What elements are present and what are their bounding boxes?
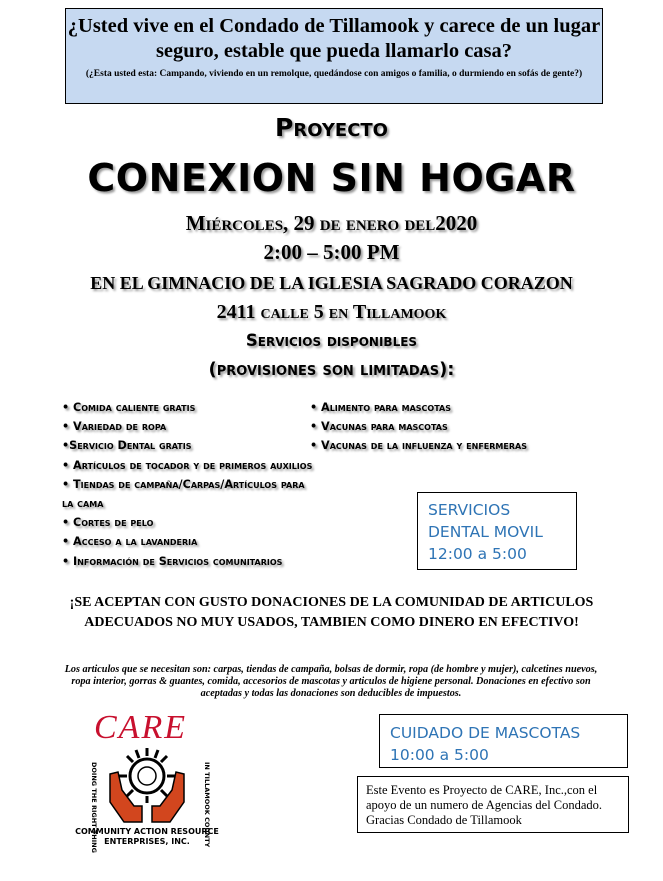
title-main: CONEXION SIN HOGAR: [87, 156, 576, 200]
service-item: • Artículos de tocador y de primeros auxilios: [62, 459, 313, 472]
service-item: • Comida caliente gratis: [62, 401, 196, 414]
pet-care-box: [379, 714, 628, 768]
services-heading: Servicios disponibles: [245, 331, 418, 350]
event-address: 2411 calle 5 en Tillamook: [216, 301, 447, 323]
banner-question: ¿Usted vive en el Condado de Tillamook y carece de un lugar seguro, estable que pueda llamarlo casa?: [67, 15, 601, 62]
service-item: • Tiendas de campaña/Carpas/Artículos para: [62, 478, 305, 491]
services-note: (provisiones son limitadas):: [208, 359, 455, 380]
logo-left-text: DOING THE RIGHT THING: [90, 762, 98, 853]
service-item: •Servicio Dental gratis: [62, 439, 192, 452]
event-place: EN EL GIMNACIO DE LA IGLESIA SAGRADO CORAZON: [90, 273, 573, 293]
title-small: Proyecto: [275, 113, 388, 142]
sun-icon: [119, 748, 175, 803]
dental-line-2: DENTAL MOVIL: [428, 523, 543, 541]
dental-service-box: [417, 492, 577, 570]
question-banner: [65, 8, 603, 104]
event-date: Miércoles, 29 de enero del2020: [185, 211, 478, 235]
service-item: • Alimento para mascotas: [310, 401, 451, 414]
care-logo-graphic: [72, 710, 222, 858]
service-item: • Cortes de pelo: [62, 516, 154, 529]
logo-bottom-line-2: ENTERPRISES, INC.: [104, 837, 190, 846]
sponsor-note: Este Evento es Proyecto de CARE, Inc.,con el apoyo de un numero de Agencias del Condado. Gracias Condado de Tillamook: [357, 776, 629, 833]
service-item-continued: la cama: [62, 497, 104, 510]
donations-headline: ¡SE ACEPTAN CON GUSTO DONACIONES DE LA COMUNIDAD DE ARTICULOS ADECUADOS NO MUY USADOS, TAMBIEN COMO DINERO EN EFECTIVO!: [69, 595, 594, 630]
dental-line-1: SERVICIOS: [428, 501, 511, 519]
service-item: • Vacunas para mascotas: [310, 420, 448, 433]
service-item: • Información de Servicios comunitarios: [62, 555, 283, 568]
pet-care-hours: 10:00 a 5:00: [390, 746, 489, 764]
logo-bottom-line-1: COMMUNITY ACTION RESOURCE: [75, 827, 219, 836]
logo-word: CARE: [94, 710, 187, 746]
service-item: • Variedad de ropa: [62, 420, 167, 433]
event-time: 2:00 – 5:00 PM: [263, 240, 400, 264]
logo-right-text: IN TILLAMOOK COUNTY: [203, 762, 211, 848]
service-item: • Acceso a la lavanderia: [62, 535, 198, 548]
service-item: • Vacunas de la influenza y enfermeras: [310, 439, 527, 452]
donations-needed-text: Los articulos que se necesitan son: carpas, tiendas de campaña, bolsas de dormir, ropa (de hombre y mujer), calcetines nuevos, ropa interior, gorras & guantes, comida, accesorios de mascotas y articulos de higiene personal. Donaciones en efectivo son aceptadas y todas las donaciones son deducibles de impuestos.: [64, 664, 598, 699]
care-logo: [72, 710, 222, 858]
dental-hours: 12:00 a 5:00: [428, 545, 527, 563]
banner-subquestion: (¿Esta usted esta: Campando, viviendo en un remolque, quedándose con amigos o familia, o durmiendo en sofás de gente?): [85, 69, 583, 79]
pet-care-title: CUIDADO DE MASCOTAS: [390, 724, 581, 742]
